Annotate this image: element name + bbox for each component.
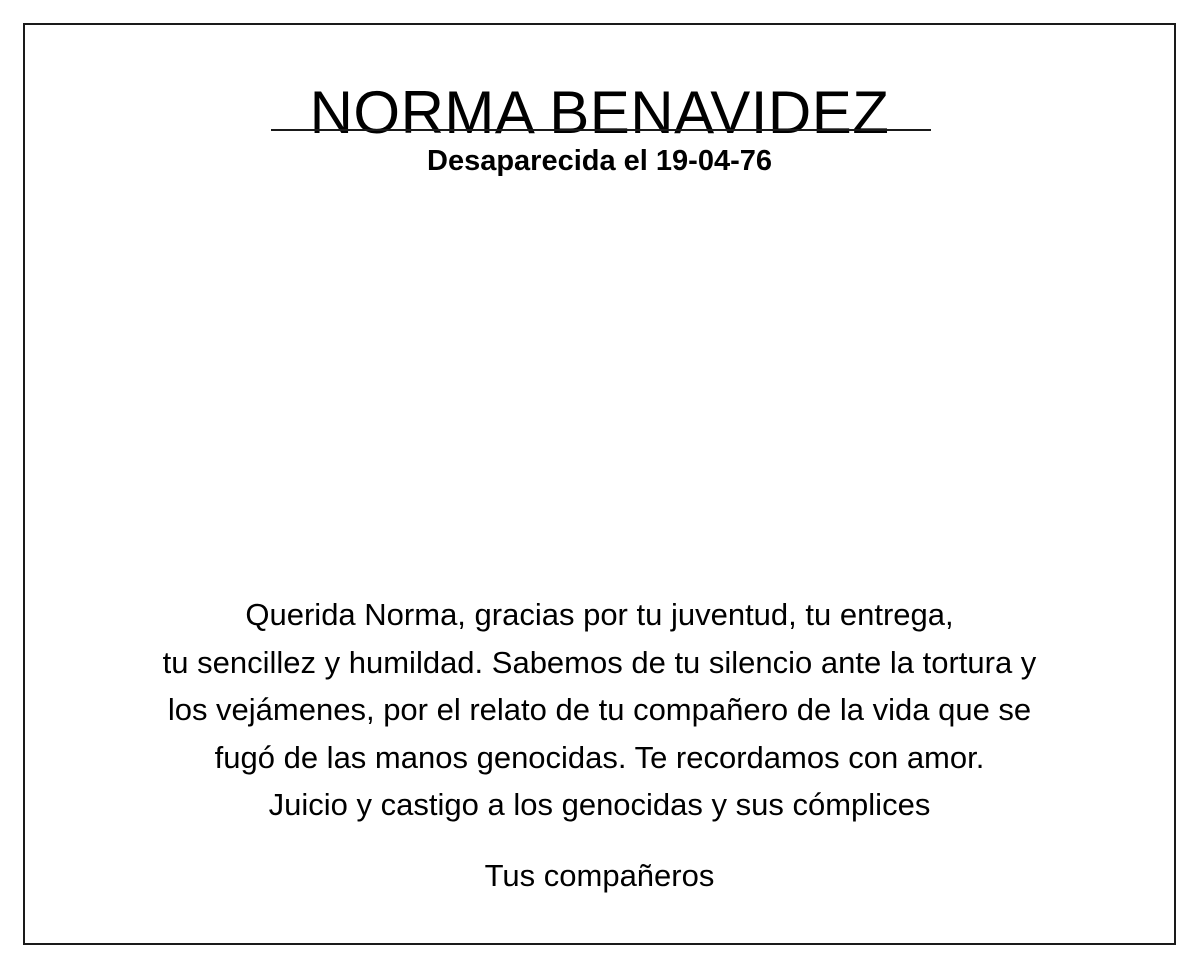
message-line: fugó de las manos genocidas. Te recordamos con amor. bbox=[214, 739, 985, 775]
message-line: tu sencillez y humildad. Sabemos de tu silencio ante la tortura y bbox=[162, 644, 1037, 680]
message-body bbox=[25, 591, 1174, 829]
message-line: los vejámenes, por el relato de tu compañero de la vida que se bbox=[167, 692, 1032, 727]
message-line: Querida Norma, gracias por tu juventud, tu entrega, bbox=[245, 597, 954, 632]
disappearance-date: Desaparecida el 19-04-76 bbox=[427, 145, 772, 177]
signature: Tus compañeros bbox=[484, 858, 715, 893]
person-name: NORMA BENAVIDEZ bbox=[309, 79, 890, 146]
message-line: Juicio y castigo a los genocidas y sus cómplices bbox=[268, 787, 931, 822]
notice-frame bbox=[23, 23, 1176, 945]
name-underline bbox=[271, 129, 931, 131]
